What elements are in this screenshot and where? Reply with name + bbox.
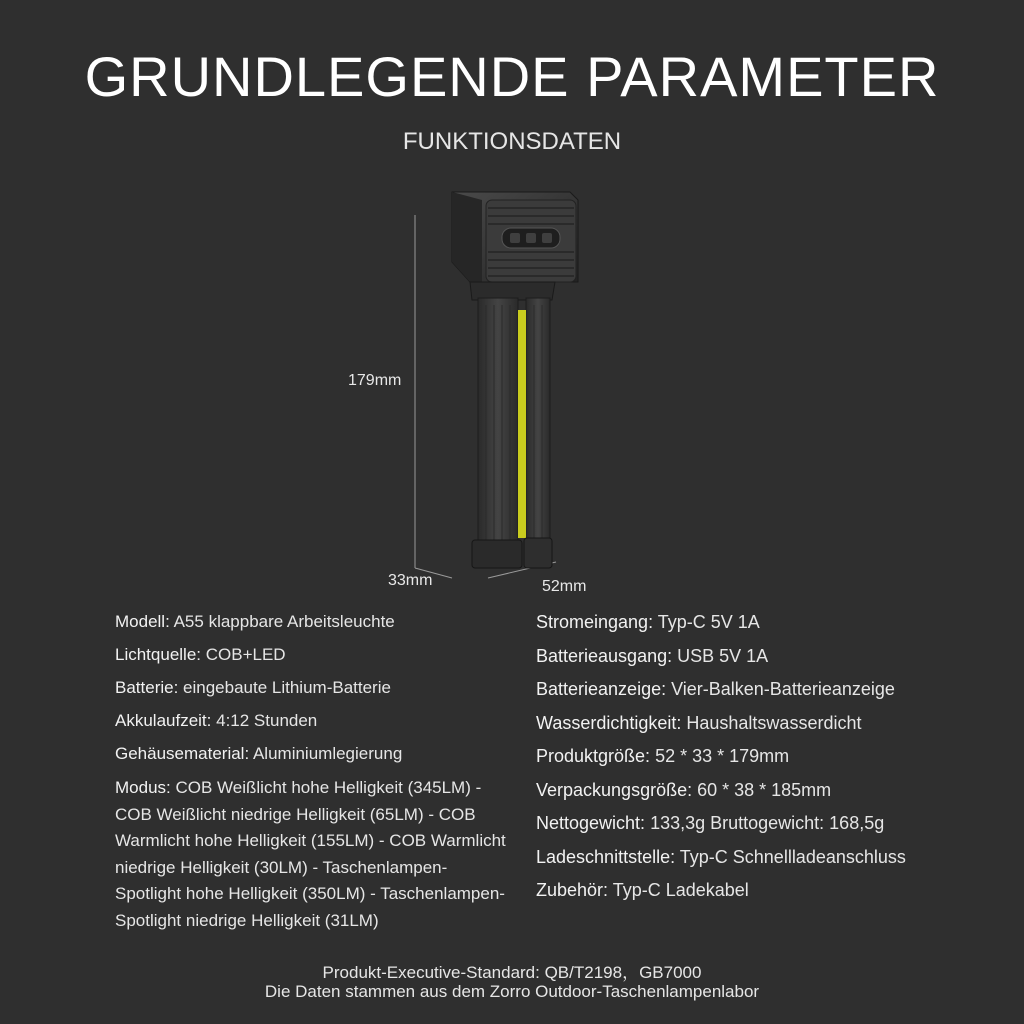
spec-value: 52 * 33 * 179mm: [650, 746, 790, 766]
lamp-legs: [472, 298, 552, 568]
spec-charging-port: [536, 845, 976, 869]
spec-list-right: [536, 610, 976, 912]
spec-key: Zubehör:: [536, 880, 609, 900]
spec-battery: [115, 676, 510, 700]
spec-key: Modell:: [115, 612, 170, 631]
spec-key: Batterieanzeige:: [536, 679, 667, 699]
spec-value: eingebaute Lithium-Batterie: [178, 678, 391, 697]
height-dimension-label: 179mm: [348, 372, 402, 389]
spec-key: Nettogewicht:: [536, 813, 646, 833]
spec-key: Verpackungsgröße:: [536, 779, 693, 800]
spec-key: Ladeschnittstelle:: [536, 846, 676, 867]
spec-model: [115, 610, 510, 634]
spec-value: 4:12 Stunden: [211, 711, 318, 730]
spec-housing-material: [115, 742, 510, 766]
spec-battery-indicator: [536, 677, 976, 701]
spec-value: Vier-Balken-Batterieanzeige: [666, 679, 895, 699]
spec-value: Typ-C Schnellladeanschluss: [675, 846, 906, 867]
spec-value: USB 5V 1A: [672, 645, 769, 666]
lamp-head: [452, 192, 578, 300]
spec-key: Wasserdichtigkeit:: [536, 712, 682, 733]
spec-modes: [115, 775, 510, 934]
spec-accessories: [536, 878, 976, 902]
spec-key: Akkulaufzeit:: [115, 711, 212, 730]
spec-list-left: [115, 610, 510, 943]
spec-value: 133,3g Bruttogewicht: 168,5g: [645, 813, 885, 833]
spec-value: COB Weißlicht hohe Helligkeit (345LM) - COB Weißlicht niedrige Helligkeit (65LM) - COB Warmlicht hohe Helligkeit (155LM) - COB Warmlicht niedrige Helligkeit (30LM) - Taschenlampen-Spotlight hohe Helligkeit (350LM) - Taschenlampen-Spotlight niedrige Helligkeit (31LM): [115, 778, 506, 930]
cob-light-strip: [518, 310, 526, 538]
page-subtitle: FUNKTIONSDATEN: [402, 128, 622, 155]
depth-dimension-label: 33mm: [388, 572, 433, 589]
spec-value: 60 * 38 * 185mm: [692, 779, 832, 800]
spec-battery-output: [536, 644, 976, 668]
spec-key: Batterieausgang:: [536, 645, 673, 666]
page-title: GRUNDLEGENDE PARAMETER: [84, 45, 940, 108]
spec-key: Produktgröße:: [536, 746, 651, 766]
footer-standard: Produkt-Executive-Standard: QB/T2198，GB7000: [322, 963, 702, 982]
spec-value: A55 klappbare Arbeitsleuchte: [169, 612, 395, 631]
spec-waterproof: [536, 711, 976, 735]
spec-runtime: [115, 709, 510, 733]
spec-value: COB+LED: [201, 645, 286, 664]
spec-value: Typ-C Ladekabel: [608, 880, 749, 900]
spec-product-size: [536, 744, 976, 768]
spec-key: Lichtquelle:: [115, 645, 202, 664]
spec-key: Gehäusematerial:: [115, 744, 250, 763]
spec-light-source: [115, 643, 510, 667]
spec-key: Batterie:: [115, 678, 179, 697]
spec-power-input: [536, 610, 976, 634]
spec-key: Stromeingang:: [536, 612, 654, 632]
width-dimension-label: 52mm: [542, 578, 587, 595]
spec-key: Modus:: [115, 778, 171, 797]
spec-value: Aluminiumlegierung: [249, 744, 403, 763]
spec-value: Typ-C 5V 1A: [653, 612, 760, 632]
spec-value: Haushaltswasserdicht: [681, 712, 862, 733]
spec-package-size: [536, 778, 976, 802]
spec-weight: [536, 811, 976, 835]
footer-source: Die Daten stammen aus dem Zorro Outdoor-Taschenlampenlabor: [264, 982, 760, 1001]
